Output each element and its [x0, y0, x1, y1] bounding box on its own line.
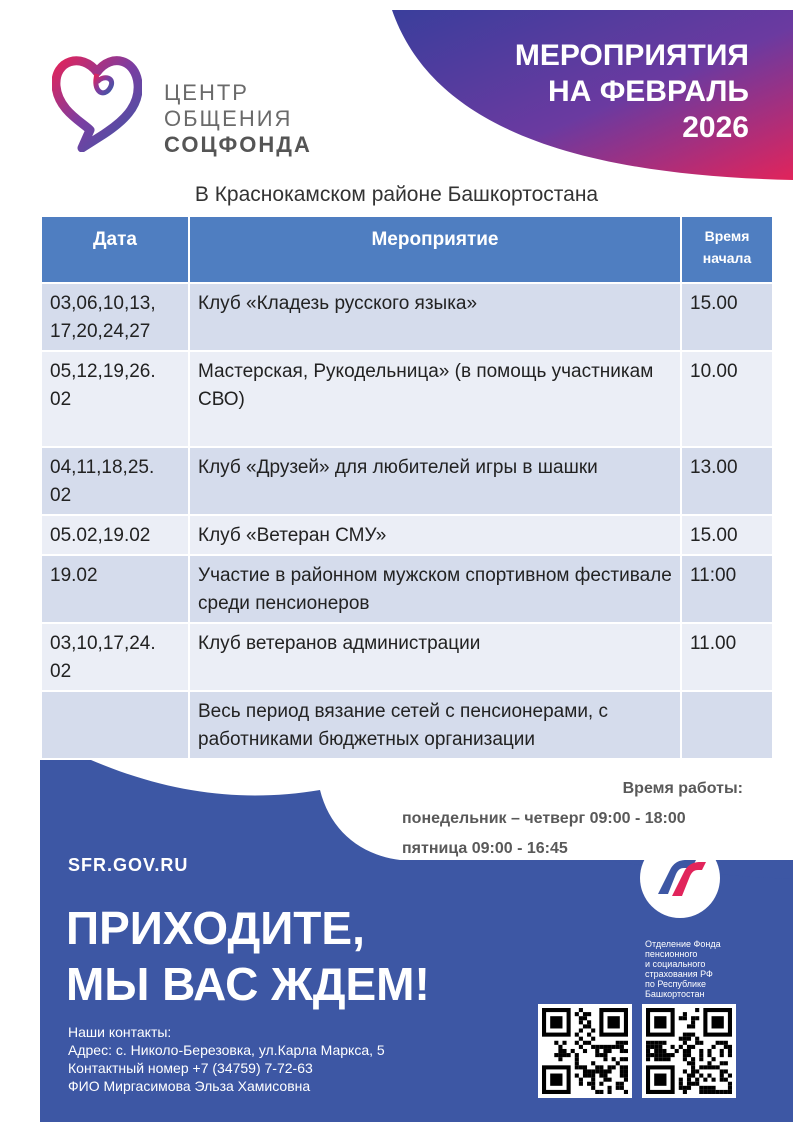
- header-event: Мероприятие: [189, 216, 681, 283]
- sfr-org-line-1: Отделение Фонда: [645, 939, 721, 949]
- hours-weekdays: понедельник – четверг 09:00 - 18:00: [402, 810, 686, 827]
- title-line-3: 2026: [682, 111, 749, 144]
- table-row: [41, 283, 773, 351]
- date-cell: 03,10,17,24. 02: [41, 623, 189, 691]
- date-cell: 03,06,10,13, 17,20,24,27: [41, 283, 189, 351]
- date-cell: 04,11,18,25. 02: [41, 447, 189, 515]
- hours-friday: пятница 09:00 - 16:45: [402, 840, 568, 857]
- contacts-title: Наши контакты:: [68, 1024, 172, 1040]
- header-time-line-2: начала: [702, 250, 752, 266]
- table-row: [41, 555, 773, 623]
- table-row: [41, 691, 773, 759]
- sfr-org-line-3: и социального: [645, 959, 706, 969]
- site-link[interactable]: SFR.GOV.RU: [68, 855, 189, 875]
- table-header-row: [41, 216, 773, 283]
- event-cell: Клуб «Кладезь русского языка»: [189, 283, 681, 351]
- header-time: [681, 216, 773, 283]
- logo-heart-icon: [52, 52, 142, 152]
- slogan-line-1: ПРИХОДИТЕ,: [66, 902, 365, 954]
- table-row: [41, 447, 773, 515]
- event-cell: Участие в районном мужском спортивном фестивале среди пенсионеров: [189, 555, 681, 623]
- title-line-2: НА ФЕВРАЛЬ: [548, 75, 749, 108]
- time-cell: 11.00: [681, 623, 773, 691]
- sfr-org-line-2: пенсионного: [645, 949, 698, 959]
- time-cell: 15.00: [681, 283, 773, 351]
- logo-line-1: ЦЕНТР: [164, 80, 249, 105]
- date-cell: 05,12,19,26. 02: [41, 351, 189, 447]
- time-cell: [681, 691, 773, 759]
- hours-title: Время работы:: [622, 780, 743, 797]
- contacts-block: [68, 1023, 385, 1095]
- sfr-org-line-4: страхования РФ: [645, 969, 713, 979]
- header-time-line-1: Время: [704, 228, 750, 244]
- region-subtitle: В Краснокамском районе Башкортостана: [194, 183, 599, 206]
- slogan: [66, 900, 430, 1012]
- table-row: [41, 623, 773, 691]
- page-title: [515, 38, 749, 146]
- sfr-logo-icon: [640, 838, 720, 918]
- logo-text: [164, 80, 312, 158]
- event-cell: Весь период вязание сетей с пенсионерами, с работниками бюджетных организации: [189, 691, 681, 759]
- contacts-person: ФИО Миргасимова Эльза Хамисовна: [68, 1078, 311, 1094]
- slogan-line-2: МЫ ВАС ЖДЕМ!: [66, 958, 430, 1010]
- date-cell: [41, 691, 189, 759]
- date-cell: 05.02,19.02: [41, 515, 189, 555]
- sfr-org-line-5: по Республике: [645, 979, 707, 989]
- table-row: [41, 515, 773, 555]
- time-cell: 11:00: [681, 555, 773, 623]
- contacts-phone: Контактный номер +7 (34759) 7-72-63: [68, 1060, 313, 1076]
- event-cell: Клуб ветеранов администрации: [189, 623, 681, 691]
- qr-code-icon[interactable]: [538, 1004, 632, 1098]
- event-cell: Клуб «Ветеран СМУ»: [189, 515, 681, 555]
- qr-code-icon[interactable]: [642, 1004, 736, 1098]
- logo-line-2: ОБЩЕНИЯ: [164, 106, 293, 131]
- title-line-1: МЕРОПРИЯТИЯ: [514, 39, 749, 72]
- logo-line-3: СОЦФОНДА: [164, 132, 312, 157]
- event-cell: Мастерская, Рукодельница» (в помощь участникам СВО): [189, 351, 681, 447]
- sfr-org-name: [645, 939, 745, 999]
- events-table: [40, 215, 774, 760]
- time-cell: 13.00: [681, 447, 773, 515]
- time-cell: 15.00: [681, 515, 773, 555]
- time-cell: 10.00: [681, 351, 773, 447]
- sfr-org-line-6: Башкортостан: [645, 989, 705, 999]
- date-cell: 19.02: [41, 555, 189, 623]
- table-row: [41, 351, 773, 447]
- contacts-address: Адрес: с. Николо-Березовка, ул.Карла Маркса, 5: [68, 1042, 385, 1058]
- header-date: Дата: [41, 216, 189, 283]
- event-cell: Клуб «Друзей» для любителей игры в шашки: [189, 447, 681, 515]
